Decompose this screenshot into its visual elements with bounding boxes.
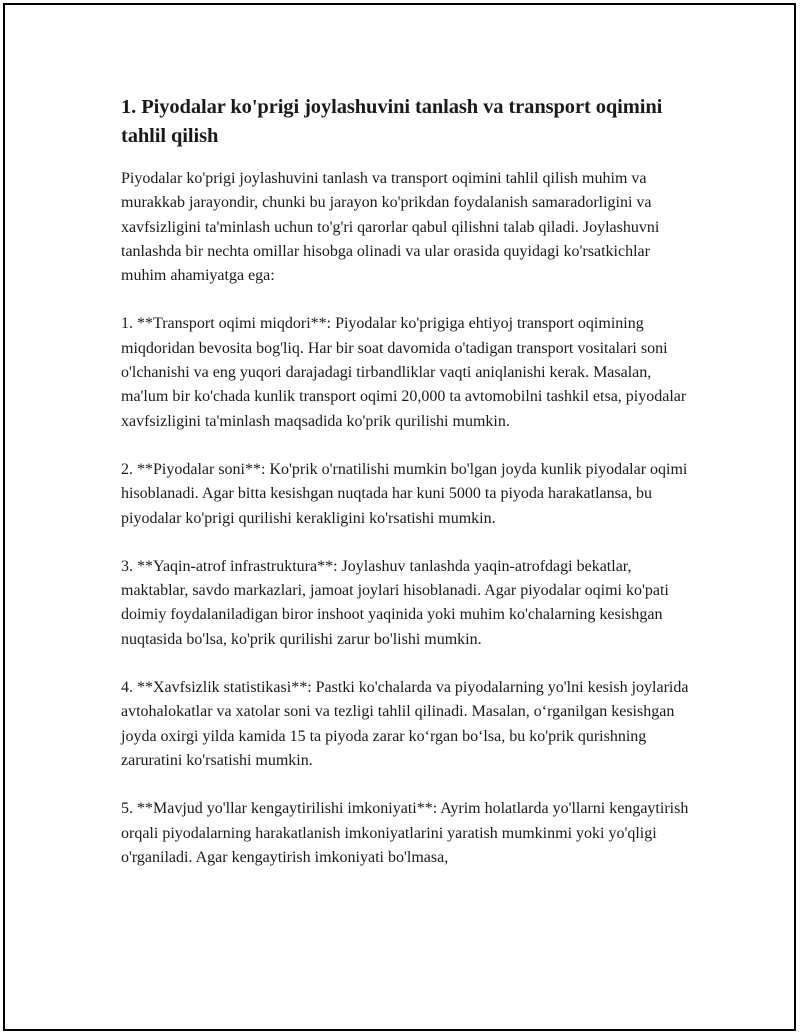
paragraph-infrastructure: 3. **Yaqin-atrof infrastruktura**: Joylashuv tanlashda yaqin-atrofdagi bekatlar, maktablar, savdo markazlari, jamoat joylari hisoblanadi. Agar piyodalar oqimi ko'pati doimiy foydalaniladigan biror inshoot yaqinida yoki muhim ko'chalarning kesishgan nuqtasida bo'lsa, ko'prik qurilishi zarur bo'lishi mumkin. bbox=[121, 557, 669, 648]
paragraph-intro: Piyodalar ko'prigi joylashuvini tanlash va transport oqimini tahlil qilish muhim va murakkab jarayondir, chunki bu jarayon ko'prikdan foydalanish samaradorligini va xavfsizligini ta'minlash uchun to'g'ri qarorlar qabul qilishni talab qiladi. Joylashuvni tanlashda bir nechta omillar hisobga olinadi va ular orasida quyidagi ko'rsatkichlar muhim ahamiyatga ega: bbox=[121, 170, 660, 285]
paragraph-road-widening: 5. **Mavjud yo'llar kengaytirilishi imkoniyati**: Ayrim holatlarda yo'llarni kengaytirish orqali piyodalarning harakatlanish imkoniyatlarini yaratish mumkinmi yoki yo'qligi o'rganiladi. Agar kengaytirish imkoniyati bo'lmasa, bbox=[121, 800, 689, 866]
document-body bbox=[121, 93, 689, 870]
paragraph-pedestrian-count: 2. **Piyodalar soni**: Ko'prik o'rnatilishi mumkin bo'lgan joyda kunlik piyodalar oqimi hisoblanadi. Agar bitta kesishgan nuqtada har kuni 5000 ta piyoda harakatlansa, bu piyodalar ko'prigi qurilishi kerakligini ko'rsatishi mumkin. bbox=[121, 460, 688, 527]
paragraph-safety-statistics: 4. **Xavfsizlik statistikasi**: Pastki ko'chalarda va piyodalarning yo'lni kesish joylarida avtohalokatlar va xatolar soni va tezligi tahlil qilinadi. Masalan, o‘rganilgan kesishgan joyda oxirgi yilda kamida 15 ta piyoda zarar ko‘rgan bo‘lsa, bu ko'prik qurishning zaruratini ko'rsatishi mumkin. bbox=[121, 679, 689, 769]
page-frame bbox=[3, 3, 796, 1031]
paragraph-transport-flow: 1. **Transport oqimi miqdori**: Piyodalar ko'prigiga ehtiyoj transport oqimining miqdoridan bevosita bog'liq. Har bir soat davomida o'tadigan transport vositalari soni o'lchanishi va eng yuqori darajadagi tirbandliklar vaqti aniqlanishi kerak. Masalan, ma'lum bir ko'chada kunlik transport oqimi 20,000 ta avtomobilni tashkil etsa, piyodalar xavfsizligini ta'minlash maqsadida ko'prik qurilishi mumkin. bbox=[121, 315, 687, 430]
section-heading: 1. Piyodalar ko'prigi joylashuvini tanlash va transport oqimini tahlil qilish bbox=[121, 96, 663, 147]
